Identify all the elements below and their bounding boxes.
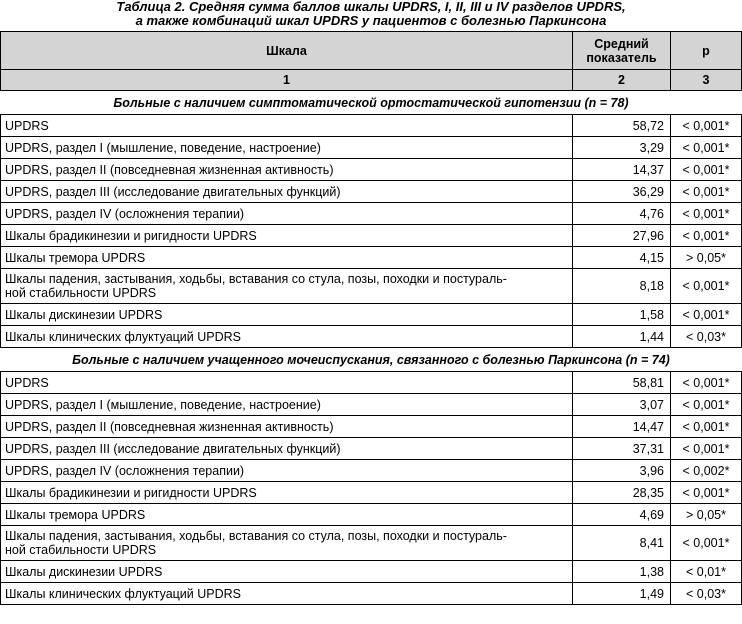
- table-row: [1, 326, 742, 348]
- scale-label-text: UPDRS, раздел IV (осложнения терапии): [5, 206, 245, 221]
- mean-value: 58,81: [573, 372, 671, 394]
- table-row: [1, 137, 742, 159]
- mean-value: 4,76: [573, 203, 671, 225]
- table-row: [1, 203, 742, 225]
- mean-value: 1,44: [573, 326, 671, 348]
- scale-label-text: Шкалы тремора UPDRS: [5, 507, 146, 522]
- scale-label-text-continued: ной стабильности UPDRS: [5, 286, 157, 300]
- scale-label: [1, 460, 573, 482]
- table-caption: [0, 0, 742, 30]
- p-value: < 0,01*: [671, 561, 742, 583]
- scale-label-text: UPDRS, раздел II (повседневная жизненная активность): [5, 162, 334, 177]
- scale-label: [1, 326, 573, 348]
- scale-label: [1, 482, 573, 504]
- mean-value: 36,29: [573, 181, 671, 203]
- p-value: < 0,001*: [671, 416, 742, 438]
- group-header-row: [1, 91, 742, 115]
- mean-value: 37,31: [573, 438, 671, 460]
- scale-label-text: UPDRS, раздел III (исследование двигательных функций): [5, 184, 341, 199]
- scale-label: [1, 203, 573, 225]
- scale-label-text: UPDRS, раздел I (мышление, поведение, настроение): [5, 397, 321, 412]
- column-number-row: [1, 70, 742, 91]
- mean-value: 4,69: [573, 504, 671, 526]
- table-row: [1, 504, 742, 526]
- group-header-row: [1, 348, 742, 372]
- scale-label-text: UPDRS, раздел III (исследование двигательных функций): [5, 441, 341, 456]
- p-value: < 0,03*: [671, 583, 742, 605]
- mean-value: 8,41: [573, 526, 671, 561]
- scale-label-text: Шкалы брадикинезии и ригидности UPDRS: [5, 485, 257, 500]
- mean-value: 14,37: [573, 159, 671, 181]
- scale-label: [1, 115, 573, 137]
- table-row: [1, 159, 742, 181]
- p-value: > 0,05*: [671, 247, 742, 269]
- table-row: [1, 225, 742, 247]
- scale-label-text: UPDRS: [5, 375, 49, 390]
- scale-label-text-continued: ной стабильности UPDRS: [5, 543, 157, 557]
- p-value: < 0,001*: [671, 269, 742, 304]
- mean-value: 1,58: [573, 304, 671, 326]
- p-value: < 0,001*: [671, 526, 742, 561]
- scale-label: [1, 416, 573, 438]
- scale-label-text: Шкалы падения, застывания, ходьбы, вставания со стула, позы, походки и постураль-: [5, 272, 507, 286]
- scale-label-text: Шкалы падения, застывания, ходьбы, вставания со стула, позы, походки и постураль-: [5, 529, 507, 543]
- mean-value: 14,47: [573, 416, 671, 438]
- table-row: [1, 561, 742, 583]
- scale-label: [1, 561, 573, 583]
- group-title: Больные с наличием учащенного мочеиспускания, связанного с болезнью Паркинсона (n = 74): [1, 348, 742, 372]
- scale-label: [1, 526, 573, 561]
- p-value: < 0,001*: [671, 225, 742, 247]
- mean-value: 3,07: [573, 394, 671, 416]
- column-number-1: 1: [1, 70, 573, 91]
- scale-label: [1, 159, 573, 181]
- scale-label: [1, 504, 573, 526]
- table-row: [1, 394, 742, 416]
- header-p: р: [671, 32, 742, 70]
- header-row: [1, 32, 742, 70]
- mean-value: 3,29: [573, 137, 671, 159]
- scale-label: [1, 394, 573, 416]
- scale-label: [1, 438, 573, 460]
- scale-label: [1, 372, 573, 394]
- scale-label-text: Шкалы тремора UPDRS: [5, 250, 146, 265]
- mean-value: 28,35: [573, 482, 671, 504]
- p-value: < 0,001*: [671, 438, 742, 460]
- table-row: [1, 115, 742, 137]
- p-value: < 0,001*: [671, 203, 742, 225]
- caption-line-1: Таблица 2. Средняя сумма баллов шкалы UPDRS, I, II, III и IV разделов UPDRS,: [116, 0, 626, 14]
- p-value: < 0,001*: [671, 482, 742, 504]
- scale-label-text: Шкалы клинических флуктуаций UPDRS: [5, 586, 242, 601]
- table-row: [1, 247, 742, 269]
- mean-value: 4,15: [573, 247, 671, 269]
- group-title: Больные с наличием симптоматической ортостатической гипотензии (n = 78): [1, 91, 742, 115]
- p-value: < 0,03*: [671, 326, 742, 348]
- scale-label-text: Шкалы клинических флуктуаций UPDRS: [5, 329, 242, 344]
- table-row: [1, 438, 742, 460]
- p-value: < 0,002*: [671, 460, 742, 482]
- table-row: [1, 269, 742, 304]
- mean-value: 3,96: [573, 460, 671, 482]
- scale-label: [1, 137, 573, 159]
- table-row: [1, 181, 742, 203]
- scale-label: [1, 304, 573, 326]
- p-value: < 0,001*: [671, 137, 742, 159]
- mean-value: 1,38: [573, 561, 671, 583]
- p-value: < 0,001*: [671, 372, 742, 394]
- scale-label-text: UPDRS, раздел IV (осложнения терапии): [5, 463, 245, 478]
- p-value: < 0,001*: [671, 181, 742, 203]
- table-row: [1, 372, 742, 394]
- header-mean: Средний показатель: [573, 32, 671, 70]
- scale-label-text: Шкалы дискинезии UPDRS: [5, 307, 163, 322]
- table-row: [1, 304, 742, 326]
- scale-label: [1, 269, 573, 304]
- scale-label-text: UPDRS, раздел II (повседневная жизненная активность): [5, 419, 334, 434]
- scale-label-text: Шкалы брадикинезии и ригидности UPDRS: [5, 228, 257, 243]
- table-row: [1, 416, 742, 438]
- mean-value: 8,18: [573, 269, 671, 304]
- scale-label-text: UPDRS, раздел I (мышление, поведение, настроение): [5, 140, 321, 155]
- scale-label-text: Шкалы дискинезии UPDRS: [5, 564, 163, 579]
- column-number-3: 3: [671, 70, 742, 91]
- scale-label: [1, 247, 573, 269]
- p-value: < 0,001*: [671, 159, 742, 181]
- table-row: [1, 460, 742, 482]
- mean-value: 58,72: [573, 115, 671, 137]
- scale-label-text: UPDRS: [5, 118, 49, 133]
- caption-line-2: а также комбинаций шкал UPDRS у пациентов с болезнью Паркинсона: [135, 13, 607, 28]
- results-table: [0, 31, 742, 605]
- header-scale: Шкала: [1, 32, 573, 70]
- scale-label: [1, 583, 573, 605]
- column-number-2: 2: [573, 70, 671, 91]
- scale-label: [1, 225, 573, 247]
- p-value: < 0,001*: [671, 115, 742, 137]
- table-row: [1, 526, 742, 561]
- scale-label: [1, 181, 573, 203]
- mean-value: 1,49: [573, 583, 671, 605]
- p-value: > 0,05*: [671, 504, 742, 526]
- p-value: < 0,001*: [671, 394, 742, 416]
- mean-value: 27,96: [573, 225, 671, 247]
- table-row: [1, 482, 742, 504]
- p-value: < 0,001*: [671, 304, 742, 326]
- table-row: [1, 583, 742, 605]
